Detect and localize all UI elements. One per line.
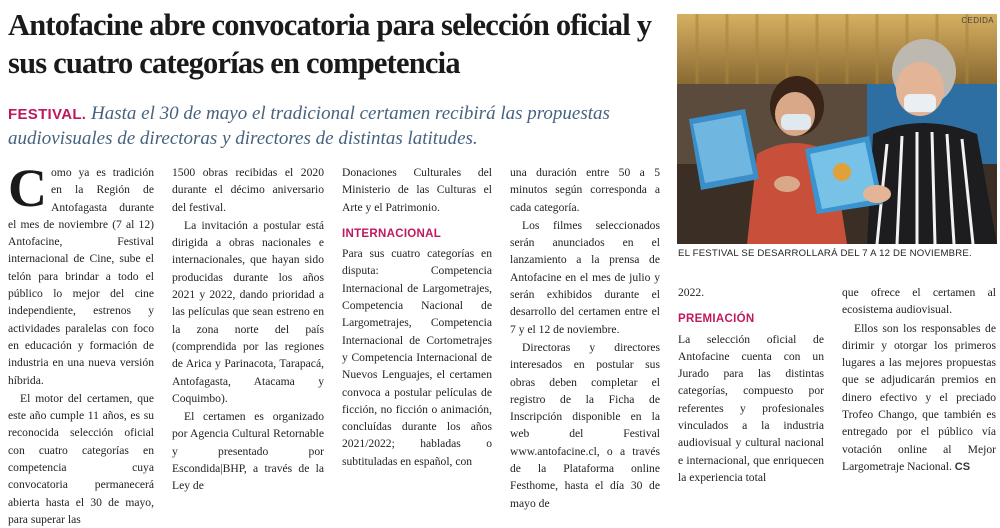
- photo-credit: CEDIDA: [961, 16, 994, 25]
- column-5-paragraph-2: La selección oficial de Antofacine cuenta con un Jurado para las distintas categorías, compuesto por referentes y profesionales vinculados a la industria audiovisual y cultural nacional e internacional, que enriquecen la experiencia total: [678, 332, 824, 484]
- column-6-paragraph-1: que ofrece el certamen al ecosistema audiovisual.: [842, 286, 996, 317]
- column-4-paragraph-1: una duración entre 50 a 5 minutos según corresponda a cada categoría.: [510, 166, 660, 214]
- lead-paragraph: [8, 102, 673, 151]
- festival-photo: [677, 14, 997, 244]
- column-4-paragraph-2: Los filmes seleccionados serán anunciados en el lanzamiento a la prensa de Antofacine en el mes de julio y serán exhibidos durante el desarrollo del certamen entre el 7 y el 12 de noviembre.: [510, 218, 660, 336]
- dropcap: C: [8, 158, 47, 218]
- lead-text: Hasta el 30 de mayo el tradicional certamen recibirá las propuestas audiovisuales de directoras y directores de distintas latitudes.: [8, 103, 610, 149]
- column-2-paragraph-1: 1500 obras recibidas el 2020 durante el décimo aniversario del festival.: [172, 166, 324, 214]
- column-2: [172, 164, 324, 495]
- photo-caption: EL FESTIVAL SE DESARROLLARÁ DEL 7 A 12 DE NOVIEMBRE.: [678, 248, 972, 259]
- photo-illustration: [677, 14, 997, 244]
- column-6-text-2: Ellos son los responsables de dirimir y otorgar los primeros lugares a las mejores propuestas que se adjudicarán premios en dinero efectivo y el preciado Trofeo Chango, que también es entregado por el público vía votación online al Mejor Largometraje Nacional.: [842, 321, 996, 473]
- column-1-paragraph-1: [8, 158, 154, 389]
- column-4: [510, 164, 660, 512]
- kicker: FESTIVAL.: [8, 106, 87, 123]
- column-3-paragraph-1: Donaciones Culturales del Ministerio de las Culturas el Arte y el Patrimonio.: [342, 166, 492, 214]
- subhead-premiacion: PREMIACIÓN: [678, 313, 755, 326]
- column-5-paragraph-1: 2022.: [678, 286, 705, 299]
- column-2-paragraph-2: La invitación a postular está dirigida a obras nacionales e internacionales, que hayan sido producidas durante los años 2021 y 2022, dando prioridad a las películas que sean estreno en la zona norte del país (comprendida por las regiones de Arica y Parinacota, Tarapacá, Antofagasta, Atacama y Coquimbo).: [172, 218, 324, 405]
- column-6-paragraph-2: [842, 320, 996, 477]
- column-3-paragraph-2: Para sus cuatro categorías en disputa: Competencia Internacional de Largometrajes, Competencia Nacional de Largometrajes, Competencia Internacional de Cortometrajes y Competencia Internacional de Nuevos Lenguajes, el certamen convoca a postular películas de ficción, no ficción o animación, concluídas durante los años 2021/2022; habladas o subtituladas en español, con: [342, 247, 492, 468]
- column-4-paragraph-3: Directoras y directores interesados en postular sus obras deben completar el registro de la Ficha de Inscripción disponible en la web del Festival www.antofacine.cl, o a través de la Plataforma online Festhome, hasta el día 30 de mayo de: [510, 340, 660, 510]
- column-3: [342, 164, 492, 470]
- column-2-paragraph-3: El certamen es organizado por Agencia Cultural Retornable y presentado por Escondida|BHP, a través de la Ley de: [172, 410, 324, 493]
- end-mark: CS: [954, 460, 971, 473]
- column-1: [8, 158, 154, 528]
- column-1-text-1: omo ya es tradición en la Región de Antofagasta durante el mes de noviembre (7 al 12) Antofacine, Festival internacional de Cine, sube el telón para brindar a todo el público lo mejor del cine independiente, estrenos y actividades paralelas con foco en educación y formación de industria en una nueva versión híbrida.: [8, 166, 154, 387]
- headline: Antofacine abre convocatoria para selección oficial y sus cuatro categorías en competencia: [8, 8, 652, 80]
- subhead-internacional: INTERNACIONAL: [342, 227, 442, 240]
- column-6: [842, 284, 996, 476]
- column-5: [678, 284, 824, 486]
- column-1-paragraph-2: El motor del certamen, que este año cumple 11 años, es su reconocida selección oficial con cuatro categorías en competencia cuya convocatoria permanecerá abierta hasta el 30 de mayo, para superar las: [8, 391, 154, 526]
